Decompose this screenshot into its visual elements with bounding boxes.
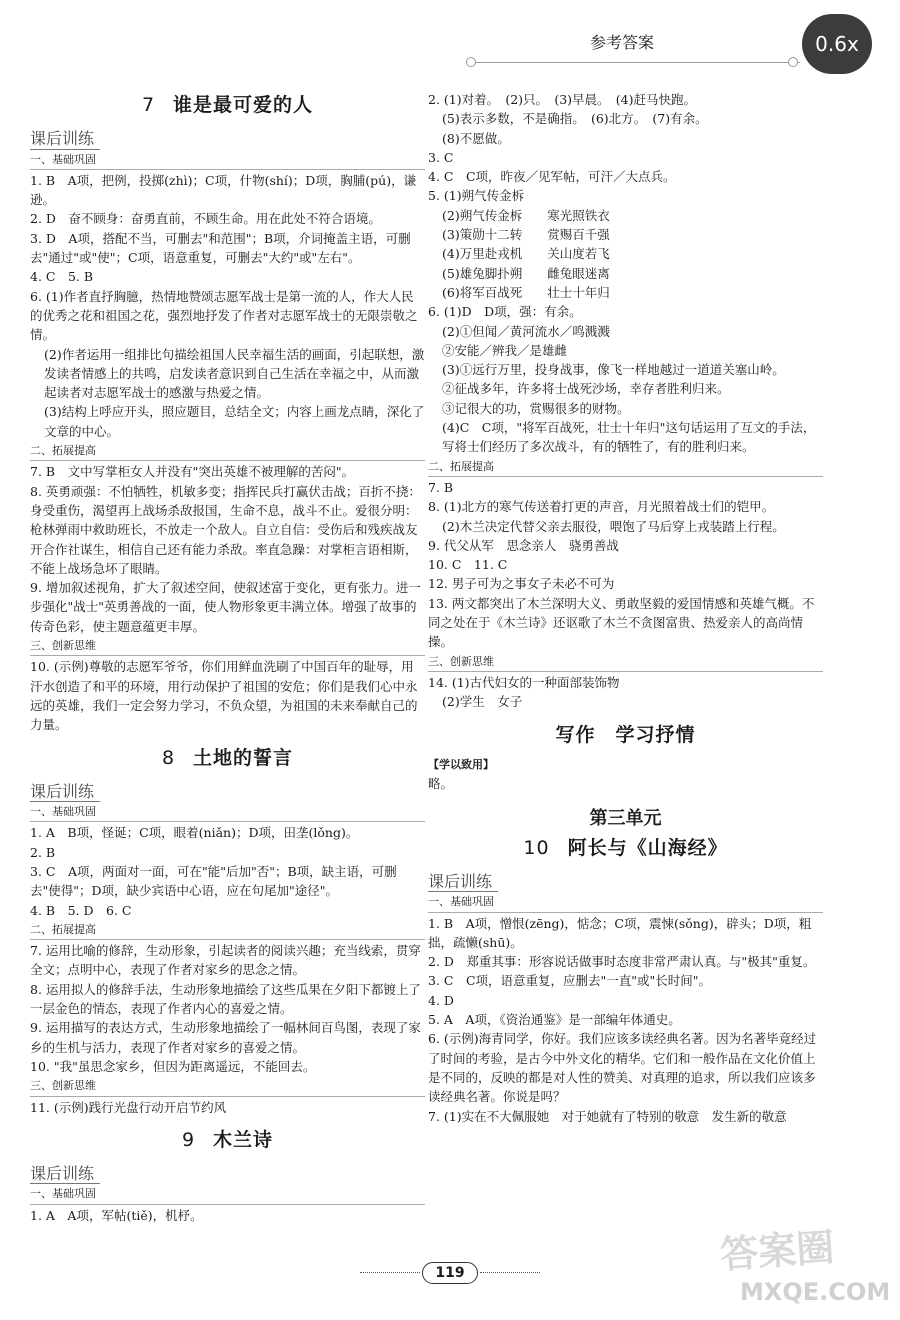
subsection-heading: 三、创新思维 [30,1076,425,1096]
zoom-level-button[interactable]: 0.6x [802,14,872,74]
answer-line: 7. B 文中写掌柜女人并没有"突出英雄不被理解的苦闷"。 [30,464,355,480]
answer-line: 4. C 5. B [30,269,94,285]
answer-list [30,941,425,1076]
answer-list [428,478,823,652]
section-heading: 课后训练 [30,129,100,149]
header-title: 参考答案 [590,33,655,52]
subsection-heading: 一、基础巩固 [30,150,425,170]
answer-line: 9. 代父从军 思念亲人 骁勇善战 [428,537,619,553]
answer-line: (4)万里赴戎机 关山度若飞 [442,246,610,262]
answer-line: 7. 运用比喻的修辞，生动形象，引起读者的阅读兴趣；充当线索，贯穿全文；点明中心，表现了作者对家乡的思念之情。 [30,943,421,978]
answer-line: (2)朔气传金柝 寒光照铁衣 [442,207,610,223]
header-rule-dot-left [466,57,476,67]
answer-line: (5)雄兔脚扑朔 雌兔眼迷离 [442,265,610,281]
answer-line: 12. 男子可为之事女子未必不可为 [428,576,615,592]
answer-line: ②安能／辨我／是雄雌 [442,342,568,358]
answer-line: 8. 运用拟人的修辞手法，生动形象地描绘了这些瓜果在夕阳下都镀上了一层金色的情态，表现了作者内心的喜爱之情。 [30,981,421,1017]
answer-line: 10. C 11. C [428,557,508,573]
answer-line: 1. B A项，把例，投掷(zhì)；C项，什物(shí)；D项，胸脯(pú)，谦逊。 [30,172,417,208]
lesson-10-title: 10 阿长与《山海经》 [523,836,728,859]
writing-title: 写作 学习抒情 [555,723,696,746]
answer-list [30,462,425,636]
answer-line: 1. A B项，怪诞；C项，眼着(niǎn)；D项，田垄(lǒng)。 [30,825,359,841]
answer-list [428,90,823,457]
answer-line: (2)作者运用一组排比句描绘祖国人民幸福生活的画面，引起联想，激发读者情感上的共鸣，启发读者意识到自己生活在幸福之中，从而激起读者对志愿军战士的感激与热爱之情。 [44,346,425,401]
answer-line: 7. (1)实在不大佩服她 对于她就有了特别的敬意 发生新的敬意 [428,1108,787,1124]
subsection-heading: 三、创新思维 [30,636,425,656]
answer-line: 2. (1)对着。 (2)只。 (3)早晨。 (4)赶马快跑。 [428,92,696,107]
answer-list [30,1098,425,1117]
answer-line: 4. B 5. D 6. C [30,902,132,918]
answer-line: 4. C C项，昨夜／见军帖，可汗／大点兵。 [428,169,676,185]
answer-line: (5)表示多数，不是确指。 (6)北方。 (7)有余。 [442,111,708,127]
answer-line: 4. D [428,992,454,1008]
answer-line: ③记很大的功，赏赐很多的财物。 [442,400,630,416]
answer-line: 3. C C项，语意重复，应删去"一直"或"长时间"。 [428,973,712,989]
lesson-7-title: 7 谁是最可爱的人 [141,94,314,116]
subsection-heading: 三、创新思维 [428,652,823,672]
answer-line: (6)将军百战死 壮士十年归 [442,284,610,300]
answer-line: (2)学生 女子 [442,694,523,710]
answer-line: 9. 增加叙述视角，扩大了叙述空间，使叙述富于变化，更有张力。进一步强化"战士"英勇善战的一面，使人物形象更丰满立体。增强了故事的传奇色彩，使主题意蕴更丰厚。 [30,580,421,634]
left-column [30,90,425,1225]
answer-line: (3)策勋十二转 赏赐百千强 [442,227,610,243]
answer-line: 5. (1)朔气传金柝 [428,188,525,204]
answer-line: (3)①远行万里，投身战事，像飞一样地越过一道道关塞山岭。 [442,362,785,378]
answer-line: 9. 运用描写的表达方式，生动形象地描绘了一幅林间百鸟图，表现了家乡的生机与活力，表现了作者对家乡的喜爱之情。 [30,1020,421,1055]
lesson-9-title: 9 木兰诗 [181,1128,274,1151]
answer-line: ②征战多年，许多将士战死沙场，幸存者胜利归来。 [442,381,730,397]
answer-line: (2)①但闻／黄河流水／鸣溅溅 [442,323,610,339]
right-column [428,90,823,1126]
answer-list [30,657,425,734]
answer-line: 14. (1)古代妇女的一种面部装饰物 [428,674,620,690]
subsection-heading: 二、拓展提高 [428,457,823,477]
subsection-heading: 一、基础巩固 [428,892,823,912]
answer-line: 2. D 奋不顾身：奋勇直前，不顾生命。用在此处不符合语境。 [30,211,381,227]
section-heading: 课后训练 [30,782,100,802]
answer-line: 10. (示例)尊敬的志愿军爷爷，你们用鲜血洗刷了中国百年的耻辱，用汗水创造了和平的环境，用行动保护了祖国的安危；你们是我们心中永远的英雄，我们一定会努力学习，不负众望，为祖国的未来奉献自己的力量。 [30,659,418,733]
answer-line: 7. B [428,479,454,495]
answer-line: 6. (1)D D项，强：有余。 [428,304,582,320]
answer-line: 11. (示例)践行光盘行动开启节约风 [30,1099,227,1115]
subsection-heading: 二、拓展提高 [30,441,425,461]
answer-line: 6. (示例)海青同学，你好。我们应该多读经典名著。因为名著毕竟经过了时间的考验，是古今中外文化的精华。它们和一般作品在文化价值上是不同的，反映的都是对人性的赞美、对真理的追求，所以我们应该多读经典名著。你说是吗？ [428,1031,817,1105]
section-heading: 课后训练 [428,872,498,892]
unit-title: 第三单元 [589,808,662,830]
answer-line: 3. D A项，搭配不当，可删去"和范围"；B项，介词掩盖主语，可删去"通过"或"使"；C项，语意重复，可删去"大约"或"左右"。 [30,230,411,266]
watermark-url: MXQE.COM [740,1278,891,1306]
answer-line: 13. 两文都突出了木兰深明大义、勇敢坚毅的爱国情感和英雄气概。不同之处在于《木兰诗》还讴歌了木兰不贪图富贵、热爱亲人的高尚情操。 [428,595,815,650]
page-number: 119 [0,1262,900,1284]
watermark-logo: 答案圈 [718,1225,836,1277]
header-rule-dot-right [788,57,798,67]
answer-line: 3. C A项，两面对一面，可在"能"后加"否"；B项，缺主语，可删去"使得"；D项，缺少宾语中心语，应在句尾加"途径"。 [30,863,397,899]
header-rule [470,62,800,63]
answer-line: 1. A A项，军帖(tiě)，机杼。 [30,1207,203,1223]
answer-line: 2. D 郑重其事：形容说话做事时态度非常严肃认真。与"极其"重复。 [428,954,816,970]
writing-tag: 【学以致用】 [428,757,494,771]
answer-line: 2. B [30,844,56,860]
subsection-heading: 一、基础巩固 [30,802,425,822]
answer-line: 1. B A项，憎恨(zēng)，惦念；C项，震悚(sǒng)，辟头；D项，粗拙，疏懒(shū)。 [428,915,812,950]
answer-line: 3. C [428,149,454,165]
answer-line: (3)结构上呼应开头，照应题目，总结全文；内容上画龙点睛，深化了文章的中心。 [44,404,425,439]
answer-line: 10. "我"虽思念家乡，但因为距离遥远，不能回去。 [30,1058,316,1074]
answer-line: 6. (1)作者直抒胸臆，热情地赞颂志愿军战士是第一流的人，作大人民的优秀之花和祖国之花，强烈地抒发了作者对志愿军战士的无限崇敬之情。 [30,288,418,343]
section-heading: 课后训练 [30,1164,100,1184]
answer-line: 8. (1)北方的寒气传送着打更的声音，月光照着战士们的铠甲。 [428,499,775,515]
writing-text: 略。 [428,776,454,792]
answer-line: 5. A A项，《资治通鉴》是一部编年体通史。 [428,1012,681,1028]
subsection-heading: 一、基础巩固 [30,1184,425,1204]
answer-line: (2)木兰决定代替父亲去服役，喂饱了马后穿上戎装踏上行程。 [442,518,785,534]
answer-list [30,171,425,441]
answer-list [428,914,823,1126]
answer-list [30,823,425,919]
answer-list [428,673,823,712]
answer-line: (4)C C项，"将军百战死，壮士十年归"这句话运用了互文的手法，写将士们经历了多次战斗，有的牺牲了，有的胜利归来。 [442,420,816,455]
answer-line: 8. 英勇顽强：不怕牺牲，机敏多变；指挥民兵打赢伏击战；百折不挠：身受重伤，渴望再上战场杀敌报国，生命不息，战斗不止。爱很分明：枪林弹雨中救助班长，不放走一个敌人。自立自信：受伤后和残疾战友开合作社谋生，相信自己还有能力杀敌。率直急躁：对掌柜言语相斯，不能上战场急坏了眼睛。 [30,483,421,576]
subsection-heading: 二、拓展提高 [30,920,425,940]
lesson-8-title: 8 土地的誓言 [161,746,294,769]
answer-list [30,1206,425,1225]
answer-line: (8)不愿做。 [442,130,510,146]
